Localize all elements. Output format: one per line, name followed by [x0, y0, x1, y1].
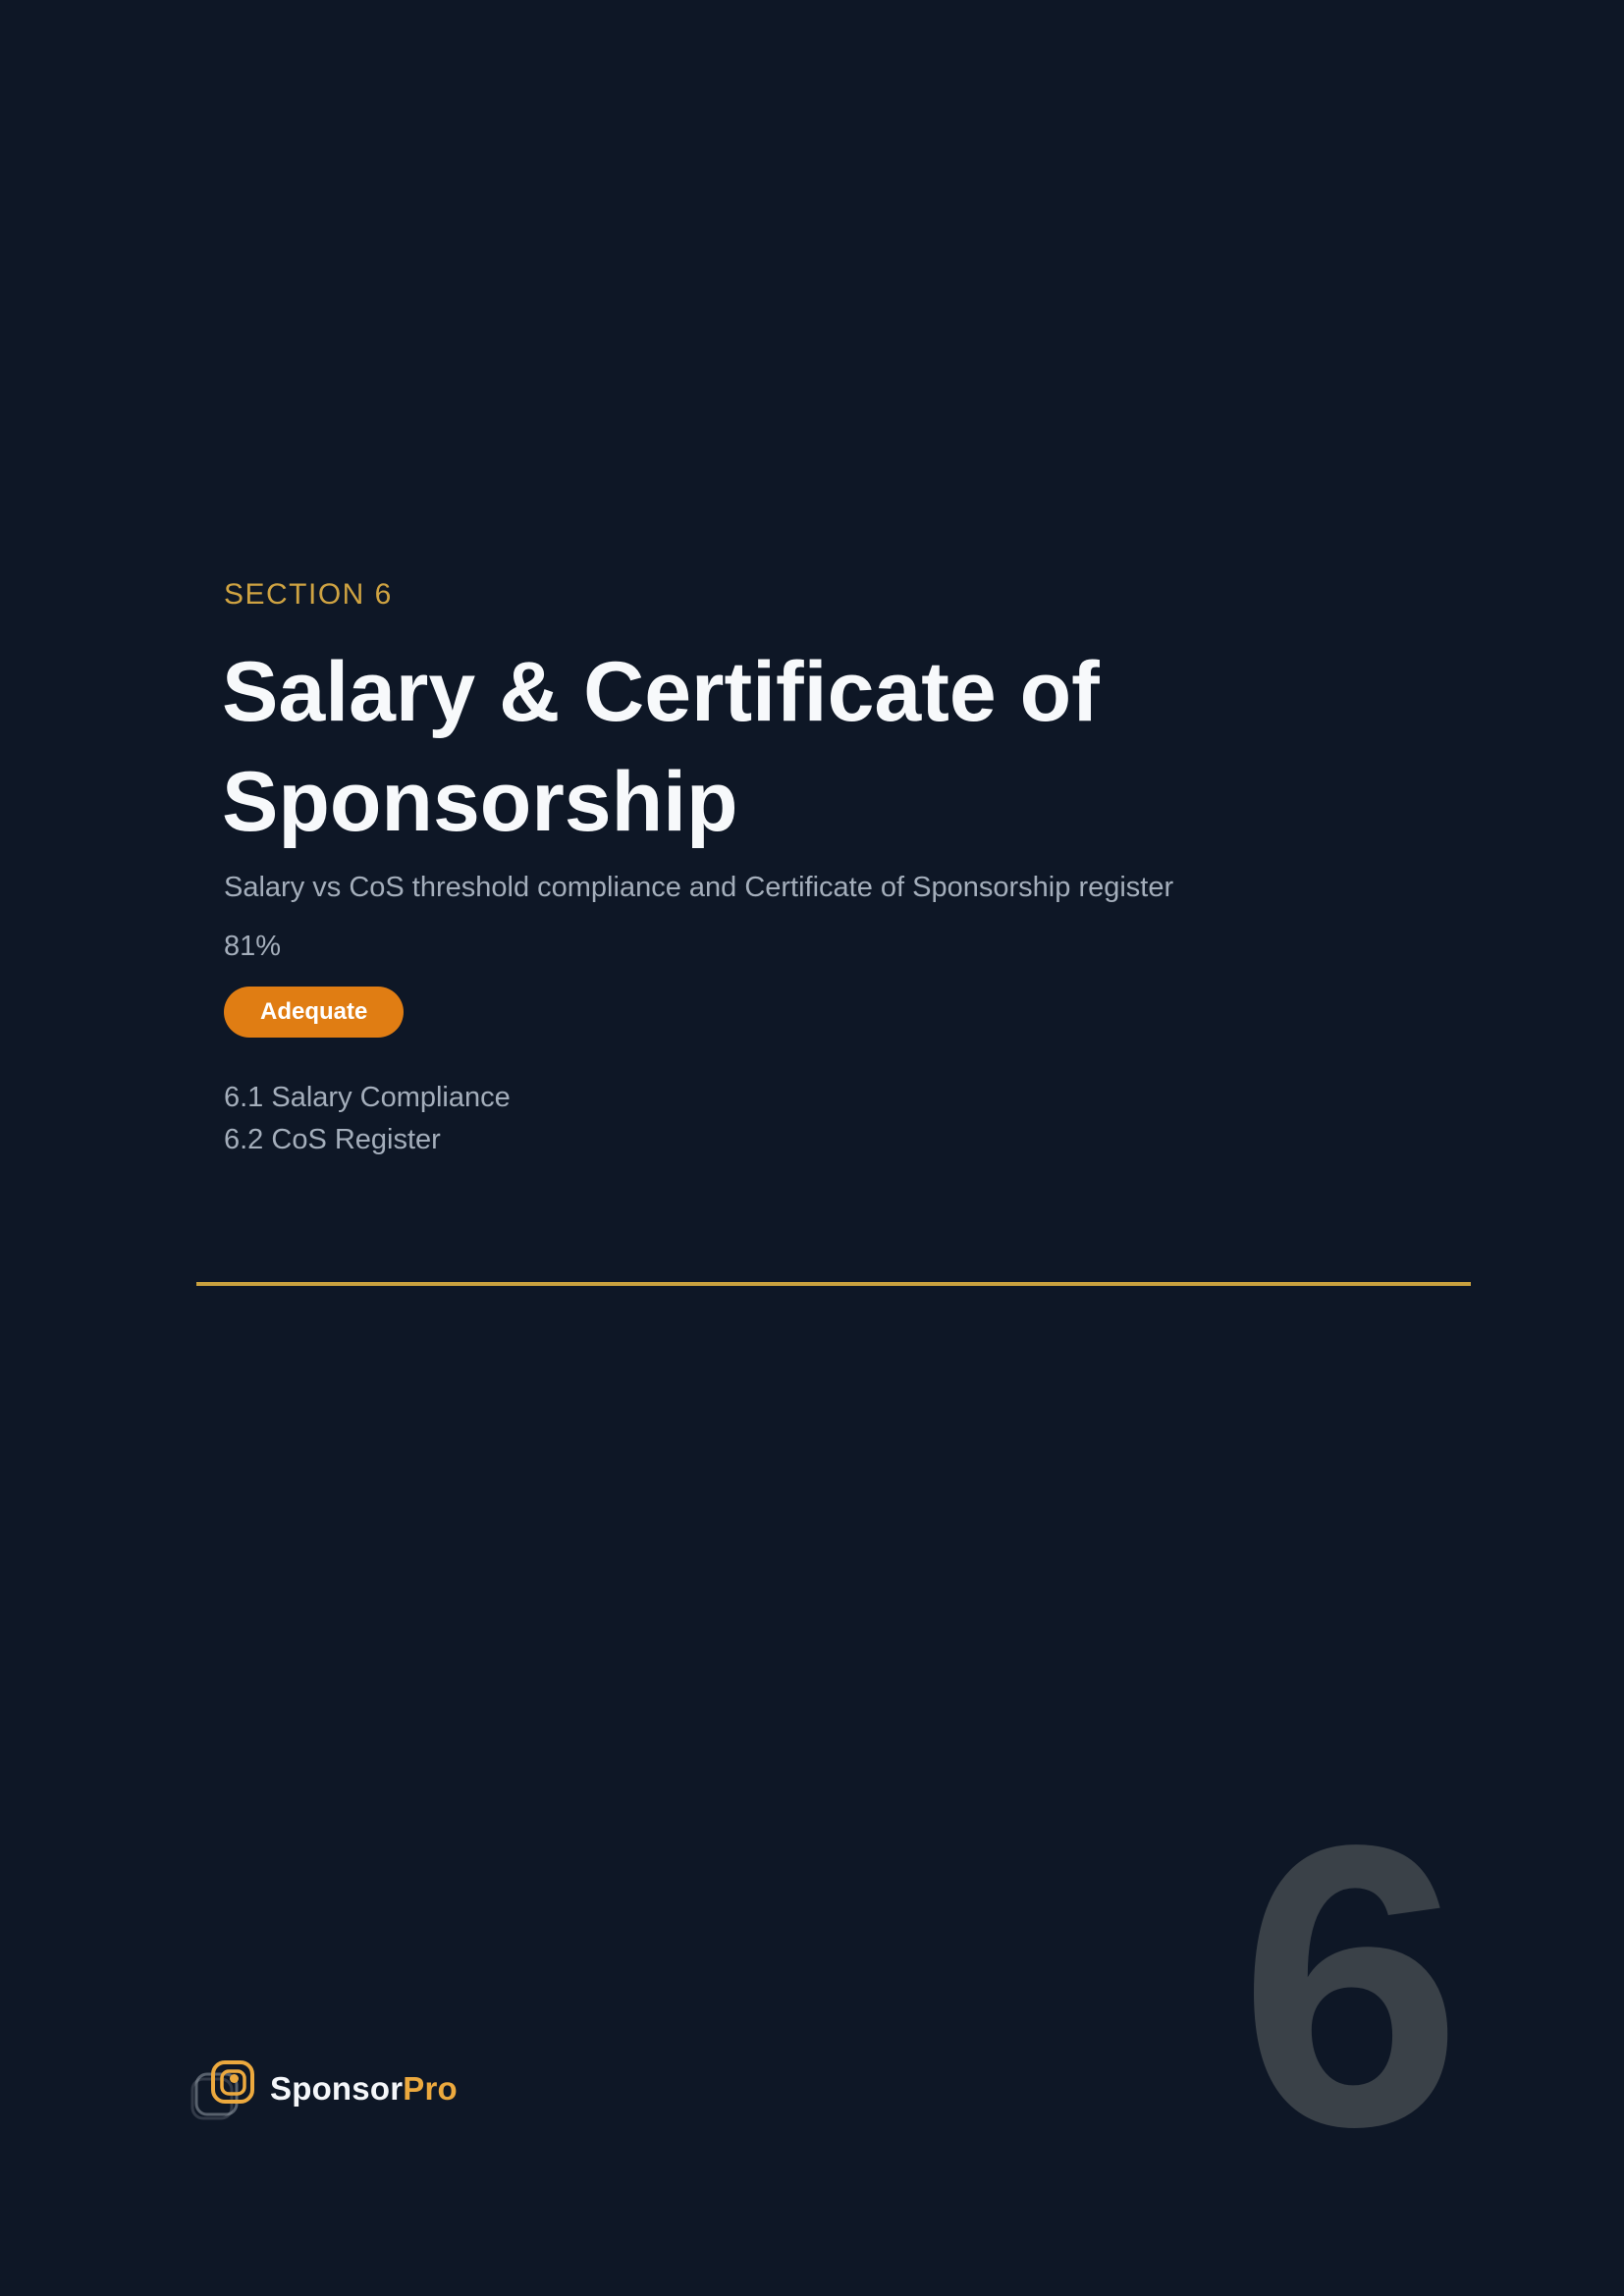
status-badge: Adequate	[224, 987, 404, 1038]
toc-item: 6.1 Salary Compliance	[224, 1082, 511, 1113]
section-label: SECTION 6	[224, 578, 393, 611]
sponsorpro-wordmark	[270, 2070, 458, 2108]
page-title: Salary & Certificate of Sponsorship	[222, 645, 1100, 849]
wordmark-primary: Sponsor	[270, 2070, 404, 2107]
toc-item: 6.2 CoS Register	[224, 1124, 441, 1155]
gold-divider	[196, 1282, 1471, 1286]
footer-logo	[189, 2056, 458, 2122]
wordmark-accent: Pro	[403, 2070, 458, 2107]
sponsorpro-logo-icon	[189, 2056, 256, 2122]
section-toc	[224, 1077, 511, 1161]
page-subtitle: Salary vs CoS threshold compliance and Certificate of Sponsorship register	[224, 872, 1174, 903]
section-number-watermark: 6	[1239, 1763, 1462, 2210]
score-percent: 81%	[224, 931, 282, 962]
